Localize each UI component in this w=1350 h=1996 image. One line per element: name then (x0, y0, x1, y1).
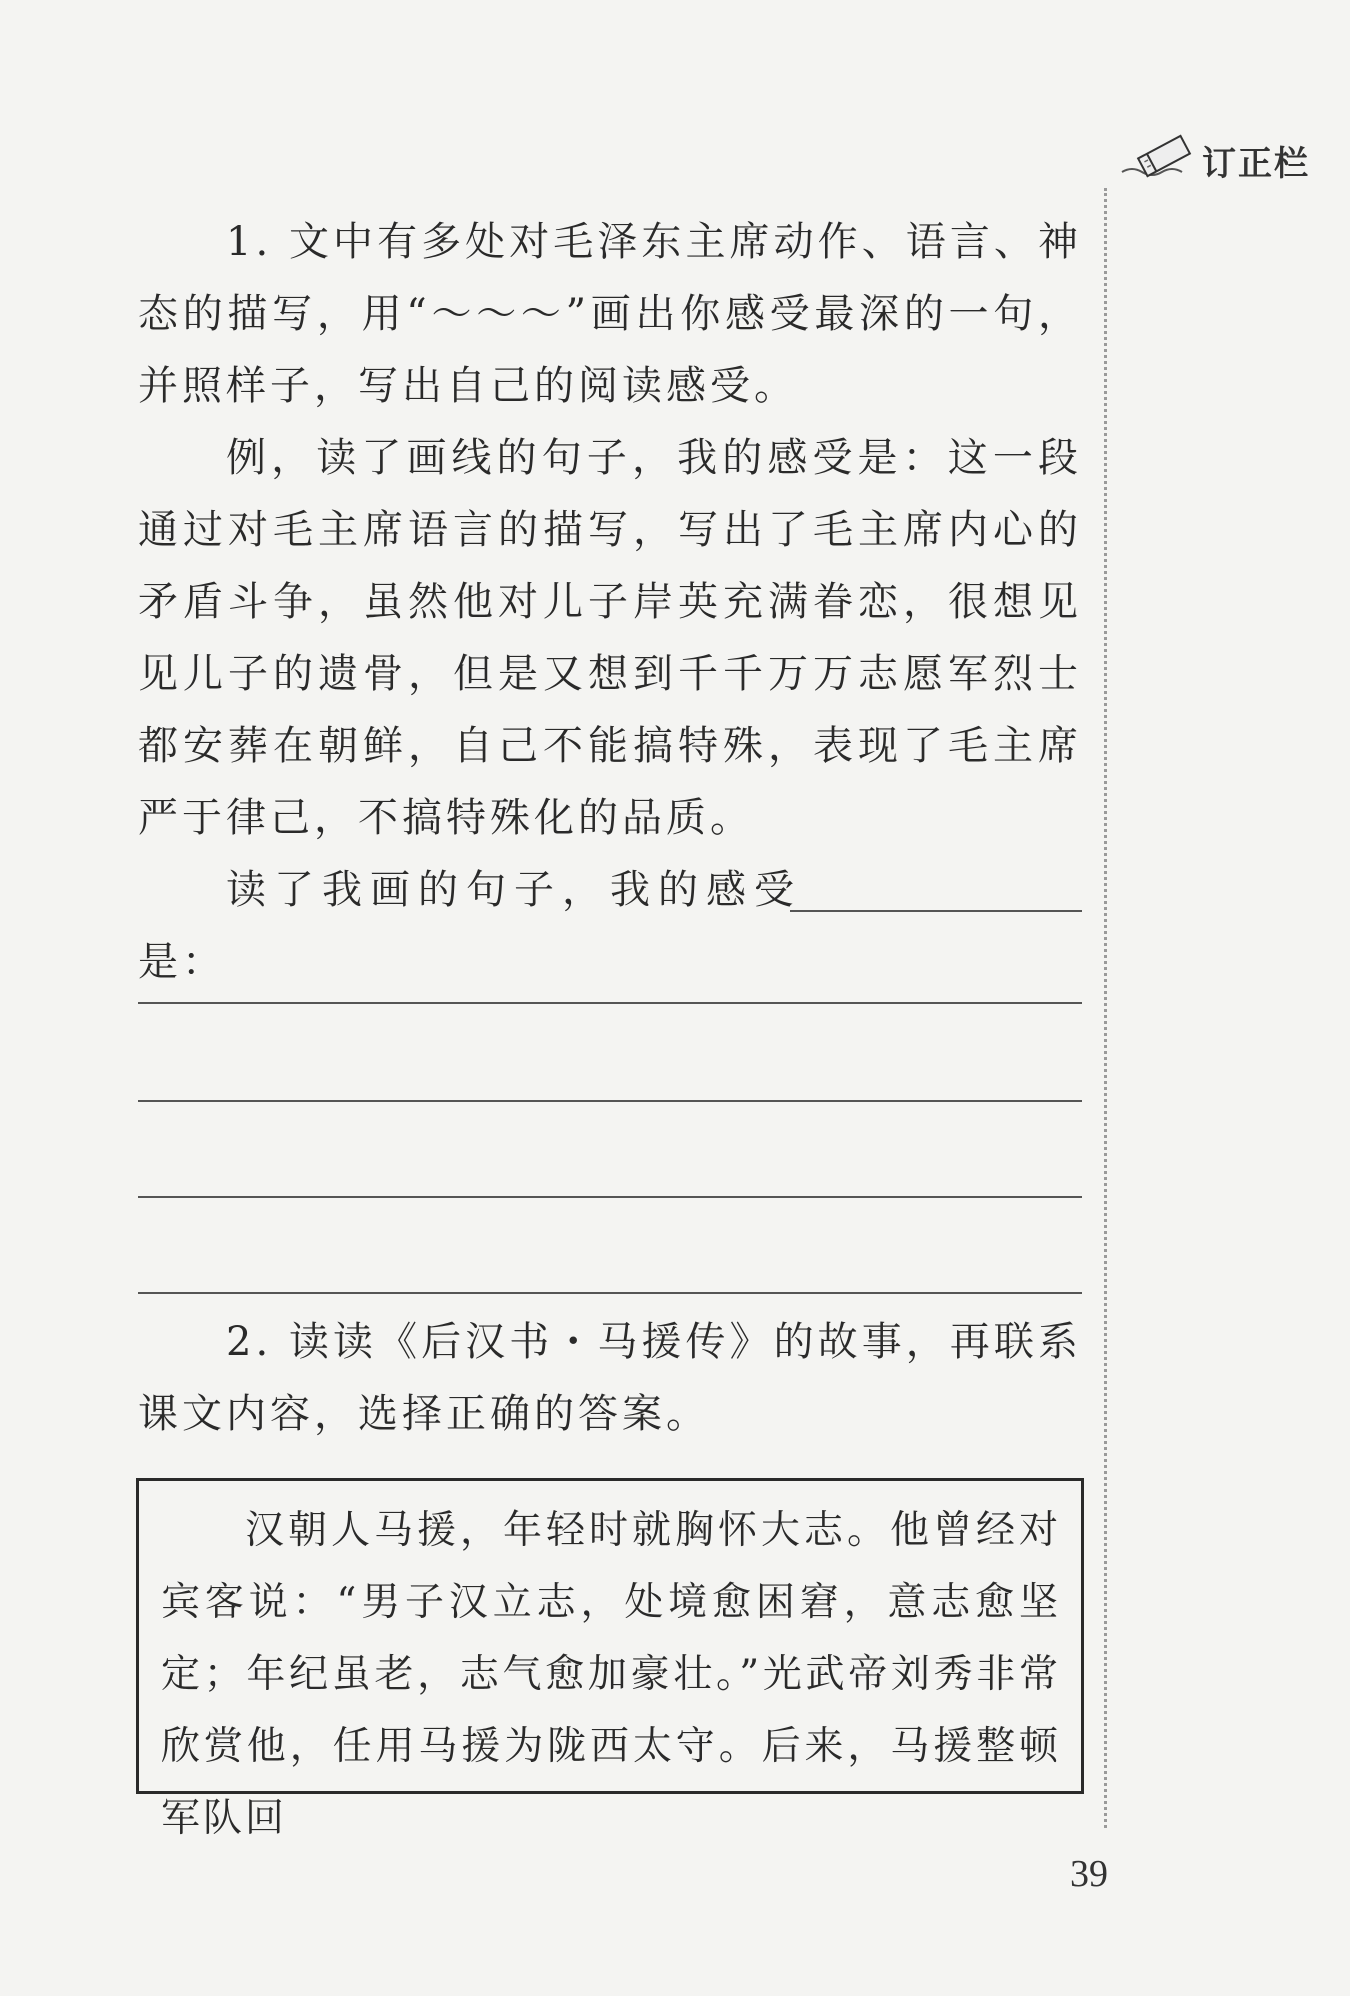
pencil-eraser-icon (1120, 128, 1200, 188)
dotted-divider (1104, 188, 1107, 1828)
question-1-answer-prompt: 读了我画的句子，我的感受是： (138, 867, 798, 985)
story-text: 汉朝人马援，年轻时就胸怀大志。他曾经对宾客说：“男子汉立志，处境愈困窘，意志愈坚定；年纪虽老，志气愈加豪壮。”光武帝刘秀非常欣赏他，任用马援为陇西太守。后来，马援整顿军队回 (161, 1508, 1061, 1841)
correction-column-header (1110, 128, 1340, 188)
answer-line-3[interactable] (138, 1196, 1082, 1198)
question-1-example: 例，读了画线的句子，我的感受是：这一段通过对毛主席语言的描写，写出了毛主席内心的矛盾斗争，虽然他对儿子岸英充满眷恋，很想见见儿子的遗骨，但是又想到千千万万志愿军烈士都安葬在朝鲜，自己不能搞特殊，表现了毛主席严于律己，不搞特殊化的品质。 (138, 435, 1082, 841)
question-1-prompt: 1. 文中有多处对毛泽东主席动作、语言、神态的描写，用“～～～”画出你感受最深的一句，并照样子，写出自己的阅读感受。 (138, 219, 1082, 409)
answer-line-4[interactable] (138, 1292, 1082, 1294)
story-box (136, 1478, 1084, 1841)
answer-line-1[interactable] (138, 1002, 1082, 1004)
page-number: 39 (1070, 1853, 1108, 1895)
answer-blank-inline[interactable] (790, 910, 1082, 912)
correction-column-label: 订正栏 (1202, 144, 1310, 184)
answer-line-2[interactable] (138, 1100, 1082, 1102)
question-2-prompt: 2. 读读《后汉书・马援传》的故事，再联系课文内容，选择正确的答案。 (138, 1319, 1082, 1437)
